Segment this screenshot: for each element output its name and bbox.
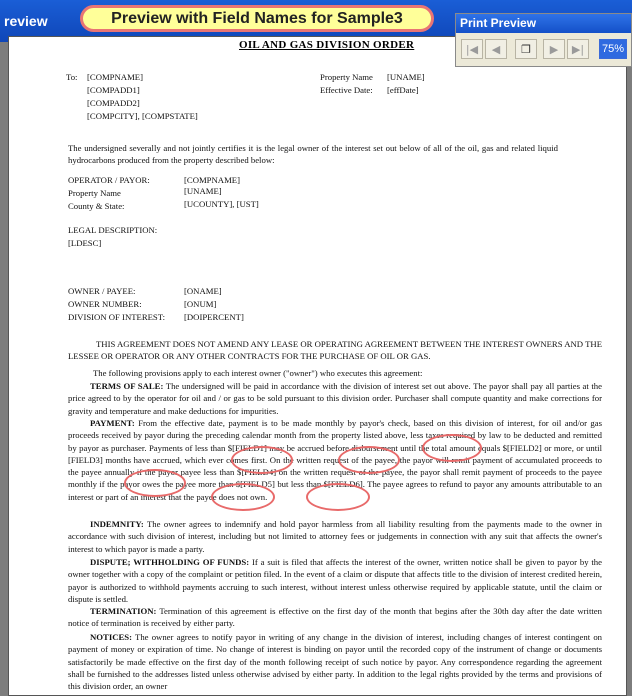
dispute-heading: DISPUTE; WITHHOLDING OF FUNDS: — [90, 557, 250, 567]
provisions-intro: The following provisions apply to each interest owner ("owner") who executes this agreement: — [93, 368, 423, 378]
division-label: DIVISION OF INTEREST: — [68, 312, 166, 322]
property-name-value-2: [UNAME] — [184, 186, 222, 196]
property-name-label-2: Property Name — [68, 188, 121, 198]
print-preview-title: Print Preview — [456, 14, 631, 33]
owner-number-value: [ONUM] — [184, 299, 217, 309]
field3-placeholder: [FIELD3] — [68, 454, 103, 465]
to-line-2: [COMPADD1] — [87, 85, 140, 95]
termination-paragraph — [68, 605, 602, 630]
owner-value: [ONAME] — [184, 286, 222, 296]
effective-date-label: Effective Date: — [320, 85, 373, 95]
termination-heading: TERMINATION: — [90, 606, 157, 616]
terms-heading: TERMS OF SALE: — [90, 381, 164, 391]
owner-number-label: OWNER NUMBER: — [68, 299, 142, 309]
legal-description-label: LEGAL DESCRIPTION: — [68, 225, 158, 235]
payment-text-5: on the written request of the payee, the payor shall remit payment of proceeds to the payee monthly if the payor owes the payee more than — [68, 467, 602, 490]
payment-text-2: may be accrued before disbursement until the total amount equals — [266, 442, 503, 453]
division-value: [DOIPERCENT] — [184, 312, 244, 322]
next-page-button[interactable] — [543, 39, 565, 59]
legal-description-value: [LDESC] — [68, 238, 102, 248]
field5-placeholder: $[FIELD5] — [235, 479, 275, 490]
property-name-label: Property Name — [320, 72, 373, 82]
terms-text: The undersigned will be paid in accordance with the division of interest set out above. The payor shall pay all parties at the price agreed to by the operator for oil and / or gas to be sold pursuant to this division order. Purchaser shall compute quantity and make corrections for gravity and temperature and make deductions for impurities. — [68, 381, 603, 416]
payment-text-3: or more, or until — [541, 442, 602, 453]
field5-highlight-circle — [211, 483, 275, 511]
notices-paragraph — [68, 631, 602, 692]
notices-text: The owner agrees to notify payor in writing of any change in the division of interest, including changes of interest contingent on payment of money or expiration of time. No change of interest is binding on payor until the recorded copy of the instrument of change or documents satisfactorily be made effective on the first day of the month following receipt of such notice by payor. Any correspondence regarding the agreement shall be furnished to the addresses listed unless otherwise advised by either party. In addition to the legal rights provided by the terms and provisions of this division order, an owner — [68, 632, 603, 692]
agreement-paragraph: THIS AGREEMENT DOES NOT AMEND ANY LEASE OR OPERATING AGREEMENT BETWEEN THE INTEREST OWNERS AND THE LESSEE OR OPERATOR OR ANY OTHER CONTRACTS FOR THE PURCHASE OF OIL OR GAS. — [68, 339, 602, 362]
document-title: OIL AND GAS DIVISION ORDER — [239, 39, 415, 51]
notices-heading: NOTICES: — [90, 632, 132, 642]
payment-text-1: From the effective date, payment is to be made monthly by payor's check, based on this division of interest, for oil and/or gas proceeds received by payor during the preceding calendar month from the property listed above, less taxes required by law to be deducted and remitted by payor as purchaser. Payments of less than — [68, 418, 603, 453]
multiple-pages-button[interactable] — [515, 39, 537, 59]
first-page-icon: |◀ — [465, 42, 479, 56]
previous-page-button[interactable] — [485, 39, 507, 59]
payment-text-6: but less than — [274, 479, 324, 490]
payment-text-4: months have accrued, which ever comes first. On the written request of the payee, the payor will remit payment of accumulated proceeds to the payee annually if the payor payee less than — [68, 454, 602, 478]
field4-placeholder: $[FIELD4] — [237, 467, 277, 478]
payment-text-7: . The payee agrees to refund to payor any amounts attributable to an interest or part of an interest that the payee does not own. — [68, 479, 602, 502]
field4-highlight-circle — [124, 469, 186, 497]
dispute-text: If a suit is filed that affects the interest of the owner, written notice shall be given to payor by the owner together with a copy of the complaint or petition filed. In the event of a claim or dispute that affects title to the division of interest credited herein, payor is authorized to withhold payments accruing to such interest, without interest unless otherwise required by applicable statute, until the claim or dispute is settled. — [68, 557, 603, 604]
field6-placeholder: $[FIELD6] — [323, 479, 363, 490]
previous-page-icon: ◀ — [491, 42, 501, 56]
field3-highlight-circle — [338, 446, 400, 474]
county-label: County & State: — [68, 201, 125, 211]
last-page-button[interactable] — [567, 39, 589, 59]
effective-date-value: [effDate] — [387, 85, 419, 95]
field6-highlight-circle — [306, 483, 370, 511]
indemnity-text: The owner agrees to indemnify and hold payor harmless from all liability resulting from the payments made to the owner in accordance with such division of interest, including but not limited to attorney fees or judgements in connection with any suit that affects the owner's interest to which payor is made a party. — [68, 519, 602, 554]
operator-label: OPERATOR / PAYOR: — [68, 175, 150, 185]
preview-banner: Preview with Field Names for Sample3 — [80, 5, 434, 32]
field1-placeholder: $[FIELD1] — [227, 442, 267, 453]
copy-pages-icon: ❐ — [521, 42, 531, 56]
indemnity-paragraph — [68, 518, 602, 555]
to-line-3: [COMPADD2] — [87, 98, 140, 108]
last-page-icon: ▶| — [571, 42, 585, 56]
payment-heading: PAYMENT: — [90, 418, 135, 428]
field2-highlight-circle — [231, 446, 293, 474]
county-value: [UCOUNTY], [UST] — [184, 199, 259, 209]
owner-label: OWNER / PAYEE: — [68, 286, 136, 296]
document-page — [8, 36, 627, 696]
to-line-1: [COMPNAME] — [87, 72, 143, 82]
zoom-select[interactable]: 75% — [599, 39, 627, 59]
print-preview-toolbar — [455, 13, 632, 67]
window-title: review — [4, 13, 48, 29]
next-page-icon: ▶ — [549, 42, 559, 56]
indemnity-heading: INDEMNITY: — [90, 519, 144, 529]
dispute-paragraph — [68, 556, 602, 605]
field2-placeholder: $[FIELD2] — [502, 442, 542, 453]
to-label: To: — [66, 72, 78, 82]
termination-text: Termination of this agreement is effective on the first day of the month that begins after the 30th day after the date written notice of termination is received by either party. — [68, 606, 603, 629]
field1-highlight-circle — [422, 434, 482, 462]
operator-value: [COMPNAME] — [184, 175, 240, 185]
terms-of-sale-paragraph — [68, 380, 602, 417]
to-line-4: [COMPCITY], [COMPSTATE] — [87, 111, 198, 121]
intro-paragraph: The undersigned severally and not jointly certifies it is the legal owner of the interest set out below of all of the oil, gas and related liquid hydrocarbons produced from the property described below: — [68, 143, 558, 166]
first-page-button[interactable] — [461, 39, 483, 59]
property-name-value: [UNAME] — [387, 72, 425, 82]
